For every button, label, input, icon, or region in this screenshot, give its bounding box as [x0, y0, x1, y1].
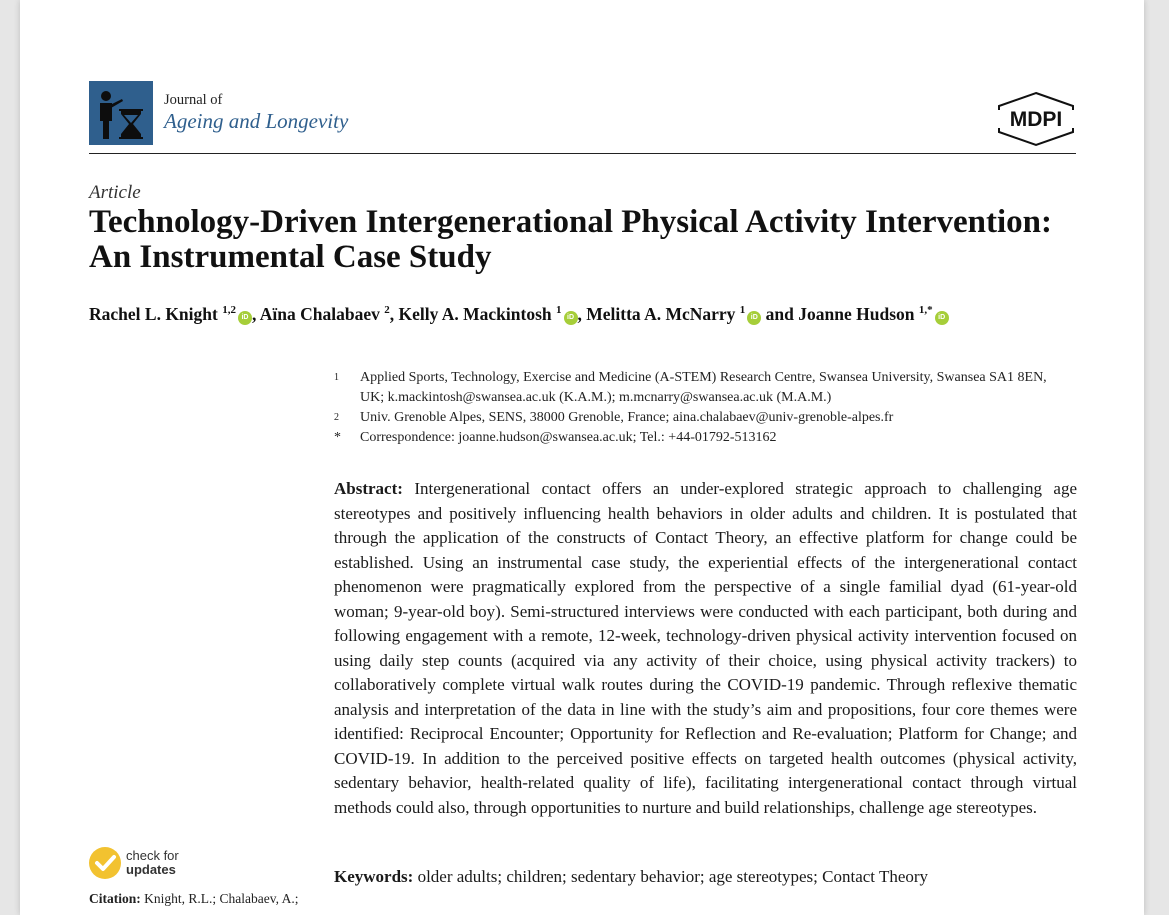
orcid-icon[interactable]: iD [747, 311, 761, 325]
keywords-text: older adults; children; sedentary behavior; age stereotypes; Contact Theory [417, 867, 929, 886]
author-name: Melitta A. McNarry [586, 304, 736, 324]
author-list [89, 304, 1099, 325]
citation-label: Citation: [89, 891, 141, 906]
author-name: Aïna Chalabaev [259, 304, 380, 324]
affiliation-marker: 1 [334, 372, 339, 383]
author-affiliation: 1,2 [222, 304, 236, 316]
author-affiliation: 1,* [918, 304, 933, 316]
article-title: Technology-Driven Intergenerational Physical Activity Intervention: An Instrumental Case Study [89, 204, 1053, 275]
updates-text [126, 849, 179, 877]
orcid-icon[interactable]: iD [935, 311, 949, 325]
author-affiliation: 1 [739, 304, 746, 316]
affiliation-text: Applied Sports, Technology, Exercise and Medicine (A-STEM) Research Centre, Swansea University, Swansea SA1 8EN, UK; k.mackintosh@swansea.ac.uk (K.A.M.); m.mcnarry@swansea.ac.uk (M.A.M.) [360, 370, 1047, 405]
author-name: Kelly A. Mackintosh [398, 304, 552, 324]
orcid-icon[interactable]: iD [238, 311, 252, 325]
paper-page [20, 0, 1144, 915]
article-type: Article [89, 182, 141, 203]
journal-name [164, 91, 348, 133]
author-separator: , [251, 304, 257, 324]
affiliations [334, 368, 1054, 448]
affiliation-marker: 2 [334, 412, 339, 423]
affiliation-item [334, 408, 1054, 428]
author-affiliation: 1 [556, 304, 562, 316]
check-for-updates-badge[interactable] [89, 847, 209, 883]
abstract-text: Intergenerational contact offers an under-explored strategic approach to challenging age stereotypes and positively influencing health behaviors in older adults and children. It is postulated that through the application of the constructs of Contact Theory, an effective platform for change could be established. Using an instrumental case study, the experiential effects of the intergenerational contact phenomenon were pragmatically explored from the perspective of a single familial dyad (61-year-old woman; 9-year-old boy). Semi-structured interviews were conducted with each participant, both during and following engagement with a remote, 12-week, technology-driven physical activity intervention focused on using daily step counts (acquired via any activity of their choice, using physical activity trackers) to collaboratively complete virtual walk routes during the COVID-19 pandemic. Through reflexive thematic analysis and interpretation of the data in line with the study’s aim and propositions, four core themes were identified: Reciprocal Encounter; Opportunity for Reflection and Re-evaluation; Platform for Change; and COVID-19. In addition to the perceived positive effects on targeted health outcomes (physical activity, sedentary behavior, health-related quality of life), facilitating intergenerational contact through virtual methods could also, through opportunities to nurture and build relationships, challenge age stereotypes. [334, 479, 1078, 817]
author-name: Rachel L. Knight [89, 304, 218, 324]
updates-line-2: updates [126, 862, 176, 877]
author-separator: , [389, 304, 395, 324]
author-affiliation: 2 [384, 304, 390, 316]
author-name: Joanne Hudson [798, 304, 915, 324]
orcid-icon[interactable]: iD [564, 311, 578, 325]
citation-text: Knight, R.L.; Chalabaev, A.; [144, 891, 299, 906]
abstract-label: Abstract: [334, 479, 403, 498]
affiliation-item [334, 428, 1054, 448]
publisher-name: MDPI [1009, 108, 1063, 131]
header-divider [89, 153, 1076, 154]
author-separator: and [761, 304, 794, 324]
abstract [334, 477, 1077, 820]
person-hourglass-icon [89, 81, 153, 145]
checkmark-icon [89, 847, 121, 879]
keywords-label: Keywords: [334, 867, 414, 886]
mdpi-logo [995, 91, 1077, 147]
journal-title: Ageing and Longevity [164, 109, 349, 133]
journal-prefix: Journal of [164, 92, 223, 108]
author-separator: , [577, 304, 582, 324]
affiliation-item [334, 368, 1054, 408]
citation [89, 891, 298, 907]
affiliation-text: Univ. Grenoble Alpes, SENS, 38000 Grenoble, France; aina.chalabaev@univ-grenoble-alpes.fr [360, 410, 894, 425]
updates-line-1: check for [126, 848, 179, 863]
keywords [334, 866, 1077, 888]
journal-logo [89, 81, 153, 145]
affiliation-marker: * [334, 430, 341, 445]
correspondence-text: Correspondence: joanne.hudson@swansea.ac.uk; Tel.: +44-01792-513162 [360, 430, 777, 445]
